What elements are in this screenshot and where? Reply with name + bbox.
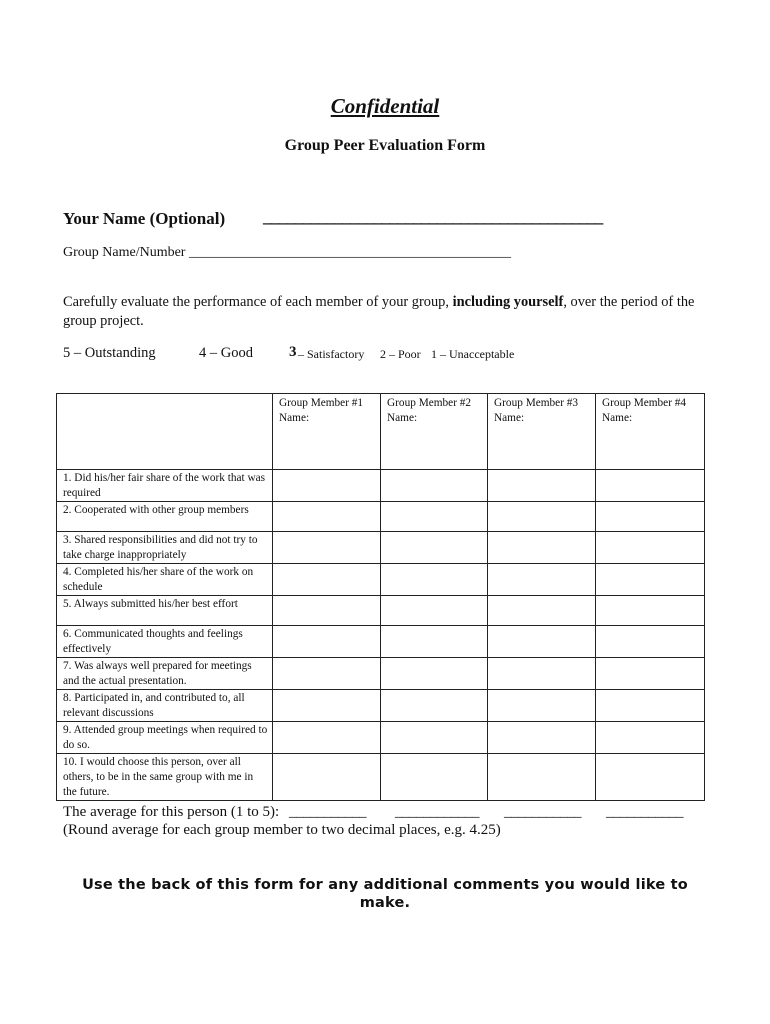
rating-cell-member-4[interactable] <box>596 754 705 801</box>
instructions-paragraph <box>63 293 718 331</box>
member-3-title: Group Member #3 <box>494 397 579 409</box>
average-blank-1[interactable]: ___________ <box>289 804 366 820</box>
instructions-text-start: Carefully evaluate the performance of each member of your group, <box>63 294 453 310</box>
rating-cell-member-2[interactable] <box>381 470 488 502</box>
member-2-name-label[interactable]: Name: <box>387 412 418 424</box>
table-row <box>57 502 705 532</box>
rating-cell-member-4[interactable] <box>596 470 705 502</box>
member-2-header <box>381 394 488 470</box>
scale-good: 4 – Good <box>199 345 253 361</box>
member-4-name-label[interactable]: Name: <box>602 412 633 424</box>
peer-evaluation-table <box>56 393 705 801</box>
rating-cell-member-1[interactable] <box>273 754 381 801</box>
rating-cell-member-1[interactable] <box>273 690 381 722</box>
member-1-title: Group Member #1 <box>279 397 364 409</box>
rating-cell-member-2[interactable] <box>381 722 488 754</box>
average-blank-3[interactable]: ___________ <box>504 804 581 820</box>
instructions-emphasis: including yourself <box>452 294 564 310</box>
rating-cell-member-1[interactable] <box>273 532 381 564</box>
criterion-cell: 4. Completed his/her share of the work on schedule <box>57 564 273 596</box>
scale-satisfactory-number: 3 <box>289 344 297 360</box>
criterion-cell: 6. Communicated thoughts and feelings effectively <box>57 626 273 658</box>
table-row <box>57 626 705 658</box>
your-name-field[interactable]: ___________________________________________ <box>263 207 603 226</box>
rating-cell-member-2[interactable] <box>381 754 488 801</box>
rating-cell-member-4[interactable] <box>596 722 705 754</box>
member-2-title: Group Member #2 <box>387 397 472 409</box>
rating-cell-member-4[interactable] <box>596 658 705 690</box>
scale-satisfactory: – Satisfactory <box>298 347 365 361</box>
header-row <box>57 394 705 470</box>
average-rounding-note: (Round average for each group member to two decimal places, e.g. 4.25) <box>63 822 501 838</box>
rating-cell-member-3[interactable] <box>488 596 596 626</box>
scale-outstanding: 5 – Outstanding <box>63 345 156 361</box>
table-row <box>57 564 705 596</box>
rating-cell-member-4[interactable] <box>596 596 705 626</box>
table-row <box>57 690 705 722</box>
rating-cell-member-1[interactable] <box>273 470 381 502</box>
criterion-cell: 8. Participated in, and contributed to, all relevant discussions <box>57 690 273 722</box>
rating-cell-member-2[interactable] <box>381 596 488 626</box>
rating-cell-member-4[interactable] <box>596 564 705 596</box>
table-row <box>57 722 705 754</box>
rating-cell-member-4[interactable] <box>596 502 705 532</box>
rating-cell-member-1[interactable] <box>273 502 381 532</box>
rating-cell-member-3[interactable] <box>488 564 596 596</box>
table-row <box>57 754 705 801</box>
table-body <box>57 394 705 801</box>
average-blank-4[interactable]: ___________ <box>606 804 683 820</box>
member-3-header <box>488 394 596 470</box>
rating-cell-member-3[interactable] <box>488 658 596 690</box>
member-1-name-label[interactable]: Name: <box>279 412 310 424</box>
member-3-name-label[interactable]: Name: <box>494 412 525 424</box>
criterion-cell: 2. Cooperated with other group members <box>57 502 273 532</box>
member-1-header <box>273 394 381 470</box>
rating-cell-member-1[interactable] <box>273 658 381 690</box>
rating-cell-member-3[interactable] <box>488 722 596 754</box>
member-4-title: Group Member #4 <box>602 397 687 409</box>
form-title: Group Peer Evaluation Form <box>284 137 486 154</box>
rating-cell-member-2[interactable] <box>381 690 488 722</box>
instructions-text-end: , over the period of the group project. <box>63 294 695 329</box>
table-row <box>57 658 705 690</box>
rating-cell-member-4[interactable] <box>596 690 705 722</box>
rating-cell-member-1[interactable] <box>273 626 381 658</box>
table-row <box>57 532 705 564</box>
rating-cell-member-1[interactable] <box>273 722 381 754</box>
rating-cell-member-2[interactable] <box>381 532 488 564</box>
rating-cell-member-2[interactable] <box>381 502 488 532</box>
average-blank-2[interactable]: ____________ <box>395 804 479 820</box>
rating-cell-member-3[interactable] <box>488 690 596 722</box>
rating-cell-member-1[interactable] <box>273 564 381 596</box>
criterion-cell: 10. I would choose this person, over all others, to be in the same group with me in the future. <box>57 754 273 801</box>
table-row <box>57 470 705 502</box>
table-row <box>57 596 705 626</box>
confidential-heading: Confidential <box>330 94 440 118</box>
group-name-field[interactable]: Group Name/Number ______________________________________________ <box>63 245 511 260</box>
rating-cell-member-3[interactable] <box>488 502 596 532</box>
scale-unacceptable: 1 – Unacceptable <box>431 347 515 361</box>
your-name-label: Your Name (Optional) <box>63 209 226 228</box>
rating-cell-member-4[interactable] <box>596 532 705 564</box>
member-4-header <box>596 394 705 470</box>
back-of-form-note: Use the back of this form for any additional comments you would like to make. <box>82 877 688 911</box>
criterion-cell: 5. Always submitted his/her best effort <box>57 596 273 626</box>
rating-cell-member-2[interactable] <box>381 658 488 690</box>
criteria-header-cell <box>57 394 273 470</box>
rating-cell-member-1[interactable] <box>273 596 381 626</box>
rating-cell-member-2[interactable] <box>381 564 488 596</box>
rating-cell-member-3[interactable] <box>488 626 596 658</box>
rating-cell-member-2[interactable] <box>381 626 488 658</box>
criterion-cell: 1. Did his/her fair share of the work that was required <box>57 470 273 502</box>
rating-cell-member-3[interactable] <box>488 470 596 502</box>
criterion-cell: 9. Attended group meetings when required to do so. <box>57 722 273 754</box>
rating-cell-member-4[interactable] <box>596 626 705 658</box>
average-label: The average for this person (1 to 5): <box>63 804 280 820</box>
scale-poor: 2 – Poor <box>380 347 421 361</box>
criterion-cell: 3. Shared responsibilities and did not try to take charge inappropriately <box>57 532 273 564</box>
rating-cell-member-3[interactable] <box>488 532 596 564</box>
criterion-cell: 7. Was always well prepared for meetings and the actual presentation. <box>57 658 273 690</box>
rating-cell-member-3[interactable] <box>488 754 596 801</box>
